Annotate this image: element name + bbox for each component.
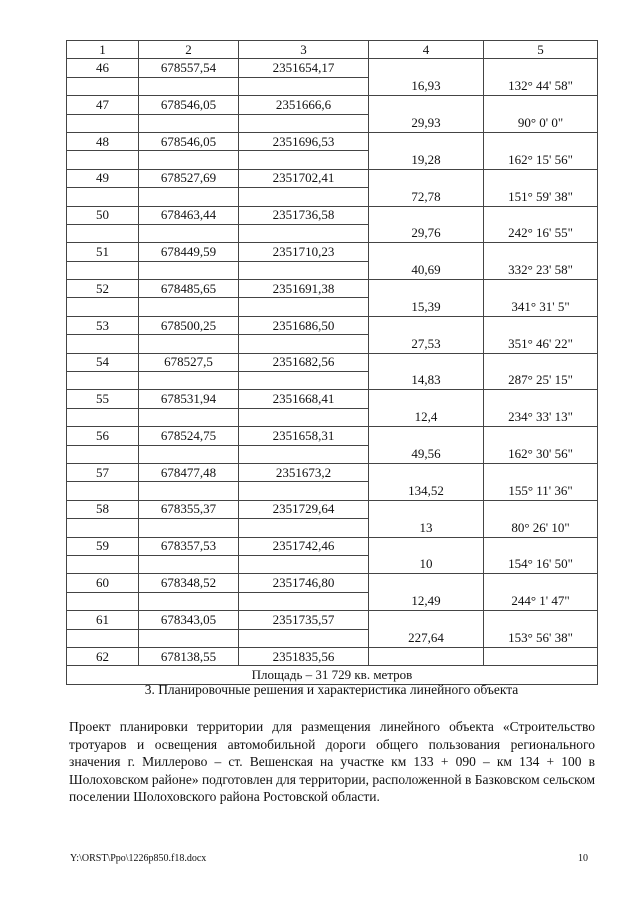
table-row [67,390,598,408]
coord-x: 678485,65 [139,280,239,298]
empty-cell [484,206,598,224]
empty-cell [239,592,369,610]
coord-y: 2351835,56 [239,647,369,665]
empty-cell [139,629,239,647]
empty-cell [369,574,484,592]
empty-cell [484,611,598,629]
segment-length: 49,56 [369,445,484,463]
empty-cell [369,169,484,187]
empty-cell [369,353,484,371]
empty-cell [67,335,139,353]
empty-cell [67,408,139,426]
coord-y: 2351658,31 [239,427,369,445]
empty-cell [67,519,139,537]
header-cell-1: 1 [67,41,139,59]
empty-cell [67,445,139,463]
coord-y: 2351668,41 [239,390,369,408]
empty-cell [239,519,369,537]
empty-cell [239,261,369,279]
empty-cell [67,592,139,610]
page-number: 10 [578,853,588,864]
coord-y: 2351736,58 [239,206,369,224]
empty-cell [369,390,484,408]
coord-x: 678500,25 [139,316,239,334]
coord-y: 2351682,56 [239,353,369,371]
table-row [67,500,598,518]
header-cell-2: 2 [139,41,239,59]
coord-x: 678531,94 [139,390,239,408]
coord-x: 678546,05 [139,96,239,114]
table-row [67,280,598,298]
table-row [67,592,598,610]
coord-y: 2351735,57 [239,611,369,629]
table-row [67,574,598,592]
empty-cell [139,519,239,537]
empty-cell [484,353,598,371]
point-number: 54 [67,353,139,371]
coord-x: 678557,54 [139,59,239,77]
point-number: 56 [67,427,139,445]
segment-length: 29,93 [369,114,484,132]
footer-file-path: Y:\ORST\Ppo\1226p850.f18.docx [70,853,207,864]
table-row [67,629,598,647]
table-row [67,408,598,426]
empty-cell [484,132,598,150]
empty-cell [239,114,369,132]
segment-length: 134,52 [369,482,484,500]
empty-cell [67,482,139,500]
table-row [67,224,598,242]
empty-cell [67,151,139,169]
segment-length: 15,39 [369,298,484,316]
segment-angle: 153° 56' 38" [484,629,598,647]
table-row [67,77,598,95]
table-row [67,151,598,169]
coord-y: 2351696,53 [239,132,369,150]
segment-length: 227,64 [369,629,484,647]
empty-cell [139,592,239,610]
table-row [67,372,598,390]
coord-y: 2351673,2 [239,463,369,481]
coord-y: 2351654,17 [239,59,369,77]
coord-y: 2351691,38 [239,280,369,298]
segment-angle: 244° 1' 47" [484,592,598,610]
segment-angle: 155° 11' 36" [484,482,598,500]
segment-length: 29,76 [369,224,484,242]
empty-cell [369,463,484,481]
empty-cell [139,114,239,132]
coord-x: 678343,05 [139,611,239,629]
point-number: 50 [67,206,139,224]
empty-cell [139,261,239,279]
point-number: 61 [67,611,139,629]
empty-cell [239,408,369,426]
empty-cell [369,500,484,518]
coord-x: 678357,53 [139,537,239,555]
coord-y: 2351742,46 [239,537,369,555]
empty-cell [239,335,369,353]
empty-cell [239,482,369,500]
empty-cell [369,59,484,77]
coord-x: 678527,5 [139,353,239,371]
empty-cell [369,243,484,261]
empty-cell [67,114,139,132]
table-row [67,188,598,206]
empty-cell [139,372,239,390]
empty-cell [369,427,484,445]
empty-cell [484,59,598,77]
segment-angle: 242° 16' 55" [484,224,598,242]
table-row [67,482,598,500]
empty-cell [484,169,598,187]
segment-angle: 132° 44' 58" [484,77,598,95]
coord-y: 2351666,6 [239,96,369,114]
table-header [67,41,598,59]
table-row [67,519,598,537]
segment-length: 14,83 [369,372,484,390]
empty-cell [67,224,139,242]
header-cell-5: 5 [484,41,598,59]
empty-cell [139,77,239,95]
table-row [67,445,598,463]
coord-x: 678524,75 [139,427,239,445]
table-row [67,132,598,150]
empty-cell [67,555,139,573]
coord-x: 678355,37 [139,500,239,518]
table-row [67,114,598,132]
table-row [67,611,598,629]
point-number: 52 [67,280,139,298]
point-number: 57 [67,463,139,481]
coord-x: 678546,05 [139,132,239,150]
segment-length: 19,28 [369,151,484,169]
coord-x: 678348,52 [139,574,239,592]
segment-length: 12,4 [369,408,484,426]
table-row [67,206,598,224]
empty-cell [139,482,239,500]
table-body [67,59,598,666]
empty-cell [67,629,139,647]
empty-cell [139,188,239,206]
empty-cell [139,335,239,353]
table-row [67,537,598,555]
coord-x: 678477,48 [139,463,239,481]
point-number: 58 [67,500,139,518]
coord-y: 2351702,41 [239,169,369,187]
point-number: 53 [67,316,139,334]
segment-angle: 234° 33' 13" [484,408,598,426]
table-row [67,353,598,371]
segment-angle: 351° 46' 22" [484,335,598,353]
empty-cell [484,463,598,481]
empty-cell [239,629,369,647]
segment-length: 10 [369,555,484,573]
header-cell-3: 3 [239,41,369,59]
empty-cell [239,77,369,95]
empty-cell [239,555,369,573]
point-number: 47 [67,96,139,114]
point-number: 49 [67,169,139,187]
empty-cell [484,537,598,555]
point-number: 48 [67,132,139,150]
coord-x: 678463,44 [139,206,239,224]
header-cell-4: 4 [369,41,484,59]
segment-length: 16,93 [369,77,484,95]
empty-cell [239,151,369,169]
empty-cell [484,647,598,665]
empty-cell [369,206,484,224]
coord-y: 2351729,64 [239,500,369,518]
segment-length: 40,69 [369,261,484,279]
section-paragraph: Проект планировки территории для размещения линейного объекта «Строительство тротуаров и освещения автомобильной дороги общего пользования регионального значения г. Миллерово – ст. Вешенская на участке км 133 + 090 – км 134 + 100 в Шолоховском районе» подготовлен для территории, расположенной в Базковском сельском поселении Шолоховского района Ростовской области. [69,719,595,805]
table-row [67,243,598,261]
empty-cell [239,298,369,316]
table-row [67,96,598,114]
empty-cell [369,647,484,665]
empty-cell [239,224,369,242]
point-number: 46 [67,59,139,77]
point-number: 59 [67,537,139,555]
segment-length: 13 [369,519,484,537]
table-row [67,169,598,187]
empty-cell [67,77,139,95]
point-number: 60 [67,574,139,592]
point-number: 55 [67,390,139,408]
empty-cell [139,555,239,573]
empty-cell [67,188,139,206]
table-row [67,335,598,353]
segment-length: 12,49 [369,592,484,610]
segment-angle: 332° 23' 58" [484,261,598,279]
coord-x: 678527,69 [139,169,239,187]
segment-angle: 162° 15' 56" [484,151,598,169]
empty-cell [239,445,369,463]
empty-cell [369,96,484,114]
table-row [67,59,598,77]
empty-cell [239,372,369,390]
segment-angle: 151° 59' 38" [484,188,598,206]
empty-cell [484,390,598,408]
table-row [67,316,598,334]
coord-y: 2351686,50 [239,316,369,334]
empty-cell [139,408,239,426]
coord-y: 2351710,23 [239,243,369,261]
empty-cell [369,132,484,150]
table-row [67,427,598,445]
section-heading: 3. Планировочные решения и характеристика линейного объекта [144,682,519,697]
empty-cell [484,243,598,261]
table-row [67,261,598,279]
empty-cell [369,537,484,555]
empty-cell [139,151,239,169]
empty-cell [484,427,598,445]
table-row [67,647,598,665]
segment-angle: 341° 31' 5" [484,298,598,316]
empty-cell [239,188,369,206]
empty-cell [67,261,139,279]
empty-cell [369,611,484,629]
coord-x: 678449,59 [139,243,239,261]
segment-angle: 80° 26' 10" [484,519,598,537]
empty-cell [484,500,598,518]
empty-cell [67,372,139,390]
empty-cell [484,574,598,592]
empty-cell [369,316,484,334]
point-number: 51 [67,243,139,261]
segment-angle: 90° 0' 0" [484,114,598,132]
empty-cell [67,298,139,316]
empty-cell [484,316,598,334]
point-number: 62 [67,647,139,665]
coord-y: 2351746,80 [239,574,369,592]
segment-length: 27,53 [369,335,484,353]
segment-length: 72,78 [369,188,484,206]
empty-cell [139,224,239,242]
table-row [67,298,598,316]
coord-x: 678138,55 [139,647,239,665]
table-row [67,463,598,481]
segment-angle: 154° 16' 50" [484,555,598,573]
empty-cell [369,280,484,298]
empty-cell [139,445,239,463]
area-total: Площадь – 31 729 кв. метров [67,666,598,685]
coordinates-table [66,40,598,685]
table-row [67,555,598,573]
empty-cell [139,298,239,316]
empty-cell [484,96,598,114]
segment-angle: 162° 30' 56" [484,445,598,463]
empty-cell [484,280,598,298]
segment-angle: 287° 25' 15" [484,372,598,390]
